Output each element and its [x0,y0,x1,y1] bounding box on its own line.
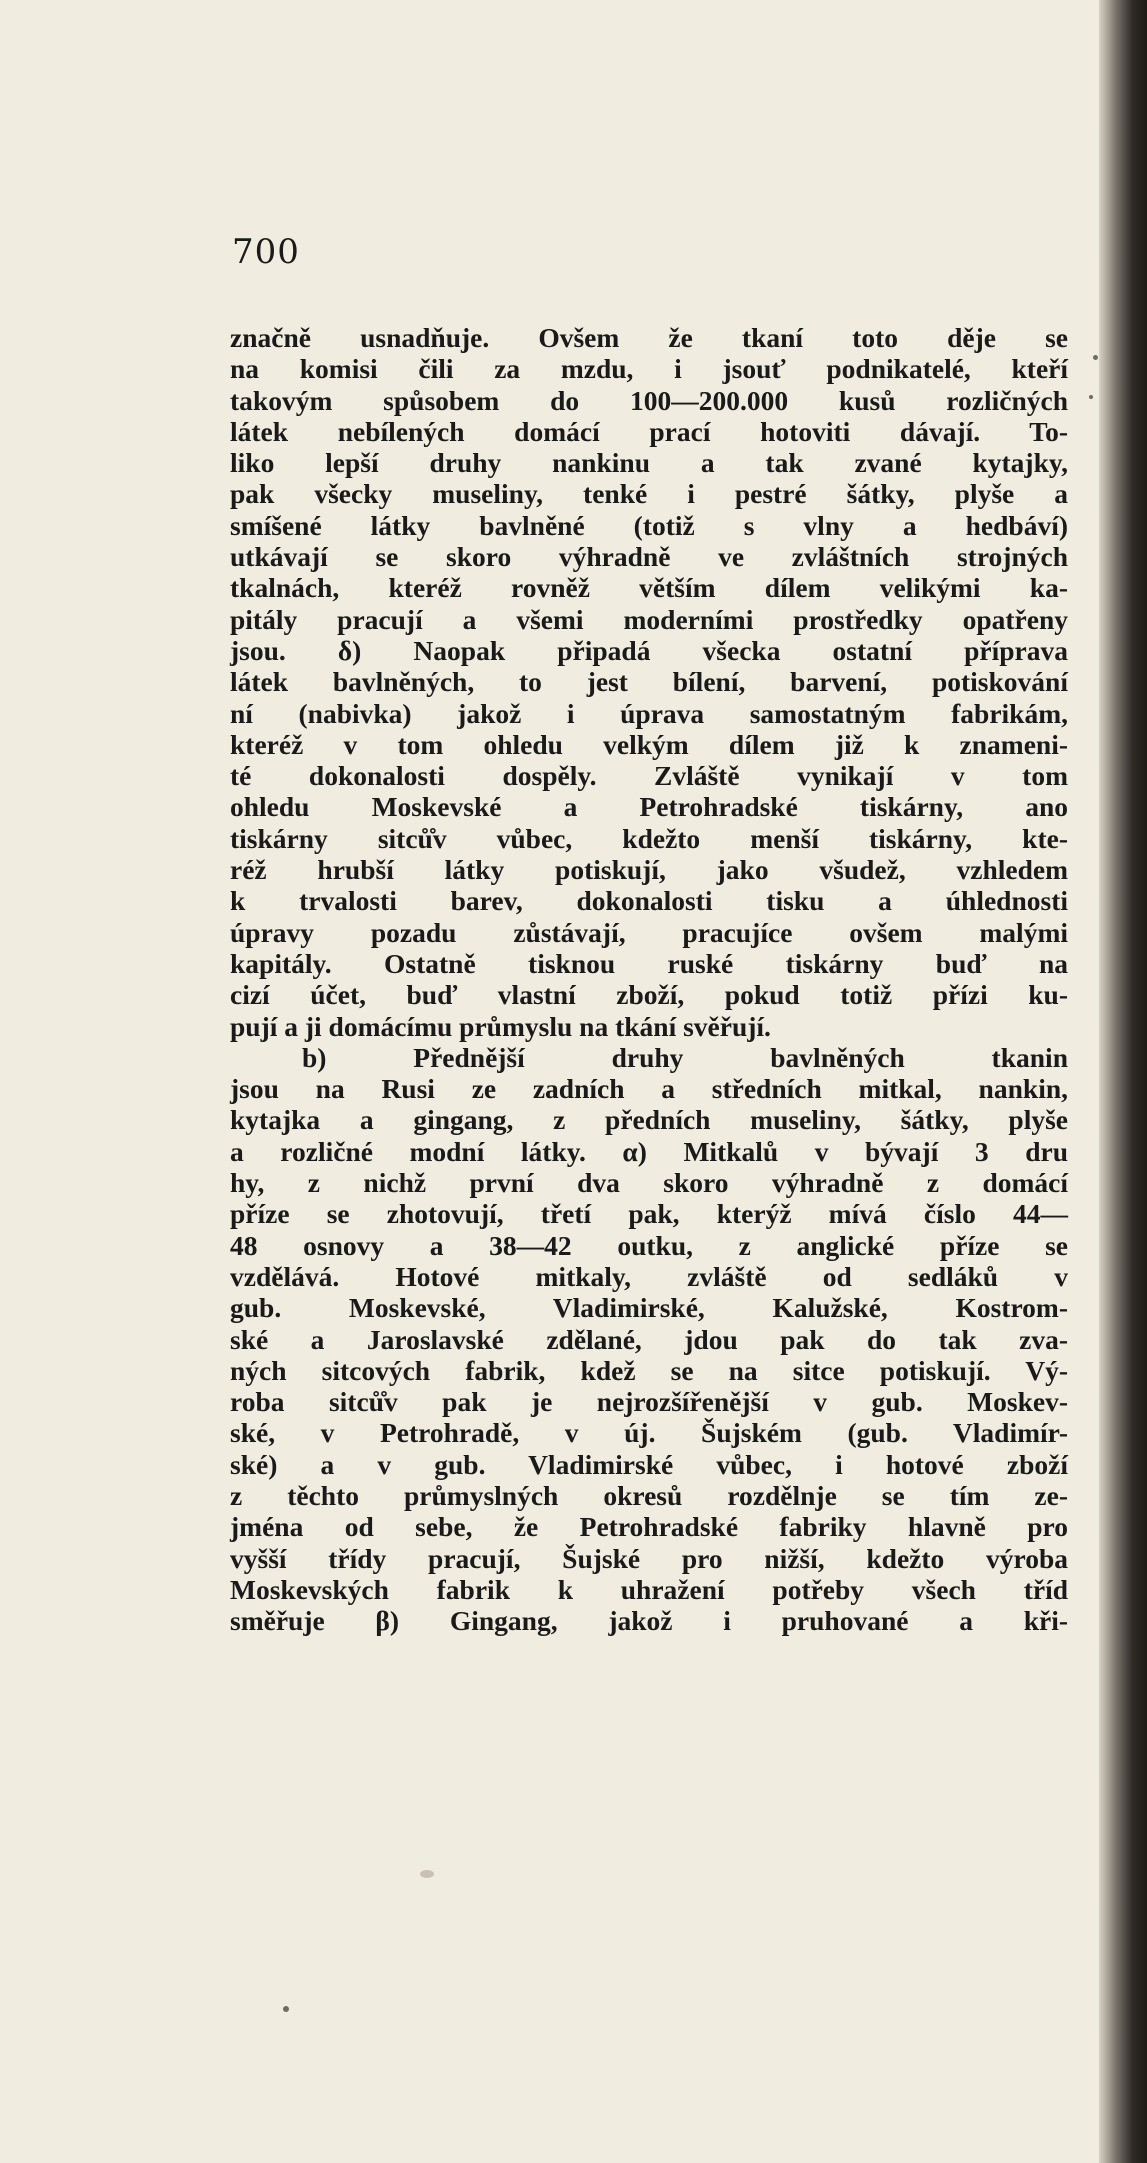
text-line: tiskárny sitců̊v vůbec, kdežto menší tiskárny, kte- [230,822,1068,854]
text-line: réž hrubší látky potiskují, jako všudež, vzhledem [230,854,1068,886]
text-line: úpravy pozadu zůstávají, pracujíce ovšem malými [230,916,1068,948]
text-line: tkalnách, kteréž rovněž větším dílem velikými ka- [230,572,1068,604]
text-line: roba sitců̊v pak je nejrozšířenější v gub. Moskev- [230,1386,1068,1418]
text-line: smíšené látky bavlněné (totiž s vlny a hedbáví) [230,509,1068,541]
text-line: ské) a v gub. Vladimirské vůbec, i hotové zboží [230,1448,1068,1480]
paper-speck [1093,355,1098,360]
book-binding-shadow [1099,0,1147,2163]
text-line: cizí účet, buď vlastní zboží, pokud totiž přízi ku- [230,979,1068,1011]
text-line: z těchto průmyslných okresů rozdělnje se tím ze- [230,1479,1068,1511]
text-line: značně usnadňuje. Ovšem že tkaní toto děje se [230,322,1068,353]
text-line: hy, z nichž první dva skoro výhradně z domácí [230,1167,1068,1199]
text-line: vyšší třídy pracují, Šujské pro nižší, kdežto výroba [230,1542,1068,1574]
text-line: příze se zhotovují, třetí pak, kterýž mívá číslo 44— [230,1198,1068,1230]
text-line: ní (nabivka) jakož i úprava samostatným fabrikám, [230,697,1068,729]
text-line: pitály pracují a všemi moderními prostředky opatřeny [230,603,1068,635]
text-line: k trvalosti barev, dokonalosti tisku a úhlednosti [230,885,1068,917]
text-line: kytajka a gingang, z předních museliny, šátky, plyše [230,1104,1068,1136]
text-line: liko lepší druhy nankinu a tak zvané kytajky, [230,447,1068,479]
text-line: jména od sebe, že Petrohradské fabriky hlavně pro [230,1511,1068,1543]
text-line: b) Přednější druhy bavlněných tkanin [302,1041,1068,1073]
paper-stain [420,1870,434,1878]
page-number: 700 [232,232,300,272]
text-line: kapitály. Ostatně tisknou ruské tiskárny buď na [230,947,1068,979]
text-line: látek bavlněných, to jest bílení, barvení, potiskování [230,666,1068,698]
text-line: směřuje β) Gingang, jakož i pruhované a kři- [230,1605,1068,1637]
text-line: ných sitcových fabrik, kdež se na sitce potiskují. Vý- [230,1354,1068,1386]
text-line: vzdělává. Hotové mitkaly, zvláště od sedláků v [230,1260,1068,1292]
text-line: jsou. δ) Naopak připadá všecka ostatní příprava [230,634,1068,666]
text-line: látek nebílených domácí prací hotoviti dávají. To- [230,415,1068,447]
text-line: ské, v Petrohradě, v új. Šujském (gub. Vladimír- [230,1417,1068,1449]
text-line: takovým spůsobem do 100—200.000 kusů rozličných [230,384,1068,416]
text-line: té dokonalosti dospěly. Zvláště vynikají v tom [230,760,1068,792]
paper-speck [1089,395,1093,399]
text-line: pují a ji domácímu průmyslu na tkání svěřují. [230,1010,771,1042]
text-line: gub. Moskevské, Vladimirské, Kalužské, Kostrom- [230,1292,1068,1324]
text-line: utkávají se skoro výhradně ve zvláštních strojných [230,541,1068,573]
text-line: 48 osnovy a 38—42 outku, z anglické příze se [230,1229,1068,1261]
paper-speck [283,2006,289,2012]
text-line: ohledu Moskevské a Petrohradské tiskárny, ano [230,791,1068,823]
text-line: ské a Jaroslavské zdělané, jdou pak do tak zva- [230,1323,1068,1355]
text-line: Moskevských fabrik k uhražení potřeby všech tříd [230,1573,1068,1605]
body-text [230,322,1068,1636]
text-line: a rozličné modní látky. α) Mitkalů v bývají 3 dru [230,1135,1068,1167]
text-line: pak všecky museliny, tenké i pestré šátky, plyše a [230,478,1068,510]
text-line: jsou na Rusi ze zadních a středních mitkal, nankin, [230,1073,1068,1105]
text-line: kteréž v tom ohledu velkým dílem již k znameni- [230,728,1068,760]
text-line: na komisi čili za mzdu, i jsouť podnikatelé, kteří [230,353,1068,385]
